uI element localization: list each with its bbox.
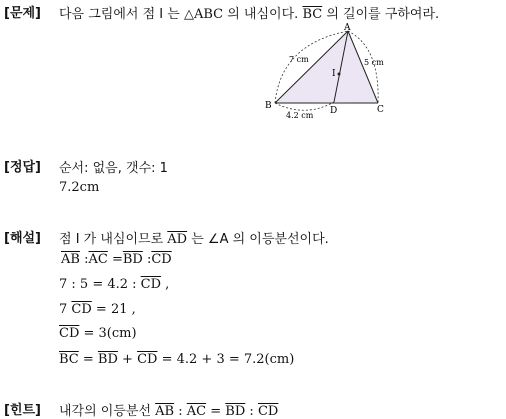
sol2-t1: : bbox=[79, 252, 89, 267]
sol2-s4: $\overline{CD}$ bbox=[151, 252, 172, 267]
problem-segment: $\overline{BC}$ bbox=[302, 7, 323, 22]
sol1-a: 점 I 가 내심이므로 bbox=[59, 232, 168, 247]
sol3-t1: 7 : 5 = 4.2 : bbox=[59, 277, 141, 292]
length-ac: 5 cm bbox=[364, 58, 384, 67]
solution-label: [해설] bbox=[4, 231, 41, 246]
sol6-t1: = bbox=[78, 352, 98, 367]
sol5-t1: = 3(cm) bbox=[79, 326, 137, 341]
answer-value: 7.2cm bbox=[59, 180, 100, 195]
hint-t4: : bbox=[245, 404, 258, 419]
sol5-s1: $\overline{CD}$ bbox=[59, 326, 80, 341]
problem-triangle: △ABC bbox=[183, 7, 224, 22]
sol1-b: 는 ∠A 의 이등분선이다. bbox=[187, 232, 329, 247]
sol6-t2: + bbox=[117, 352, 138, 367]
sol2-t2: = bbox=[107, 252, 123, 267]
answer-label: [정답] bbox=[4, 160, 41, 175]
solution-line-4 bbox=[59, 302, 136, 317]
triangle-figure bbox=[255, 22, 395, 122]
sol6-s2: $\overline{BD}$ bbox=[97, 352, 118, 367]
problem-text bbox=[59, 3, 439, 22]
sol1-seg: $\overline{AD}$ bbox=[167, 232, 188, 247]
sol6-s3: $\overline{CD}$ bbox=[137, 352, 158, 367]
problem-part2: 의 내심이다. bbox=[223, 7, 303, 22]
sol3-s1: $\overline{CD}$ bbox=[140, 277, 162, 292]
solution-line-1 bbox=[59, 228, 329, 247]
sol4-s1: $\overline{CD}$ bbox=[71, 302, 92, 317]
label-a: A bbox=[344, 23, 351, 33]
solution-line-5 bbox=[59, 326, 137, 341]
incenter-dot bbox=[338, 73, 341, 76]
sol2-t3: : bbox=[142, 252, 152, 267]
hint-s1: $\overline{AB}$ bbox=[155, 404, 175, 419]
problem-label: [문제] bbox=[4, 6, 41, 21]
hint-s3: $\overline{BD}$ bbox=[225, 404, 246, 419]
problem-part3: 의 길이를 구하여라. bbox=[322, 7, 440, 22]
label-d: D bbox=[330, 106, 338, 116]
problem-part1: 다음 그림에서 점 I 는 bbox=[59, 7, 184, 22]
length-bd: 4.2 cm bbox=[286, 111, 314, 120]
sol6-s1: $\overline{BC}$ bbox=[59, 352, 79, 367]
hint-t3: = bbox=[206, 404, 226, 419]
answer-meta: 순서: 없음, 갯수: 1 bbox=[59, 161, 168, 176]
hint-text bbox=[59, 400, 278, 419]
hint-t1: 내각의 이등분선 bbox=[59, 404, 156, 419]
hint-s2: $\overline{AC}$ bbox=[186, 404, 207, 419]
solution-line-6 bbox=[59, 352, 294, 367]
length-ab: 7 cm bbox=[289, 55, 309, 64]
sol4-t2: = 21 , bbox=[91, 302, 136, 317]
hint-label: [힌트] bbox=[4, 403, 41, 418]
sol4-t1: 7 bbox=[59, 302, 72, 317]
label-i: I bbox=[332, 69, 336, 79]
sol3-t2: , bbox=[161, 277, 170, 292]
sol6-t3: = 4.2 + 3 = 7.2(cm) bbox=[157, 352, 295, 367]
hint-s4: $\overline{CD}$ bbox=[257, 404, 279, 419]
hint-t2: : bbox=[174, 404, 187, 419]
sol2-s2: $\overline{AC}$ bbox=[88, 252, 108, 267]
sol2-s3: $\overline{BD}$ bbox=[122, 252, 143, 267]
sol2-s1: $\overline{AB}$ bbox=[61, 252, 80, 267]
solution-line-2 bbox=[61, 252, 172, 267]
label-b: B bbox=[265, 101, 272, 111]
solution-line-3 bbox=[59, 277, 169, 292]
label-c: C bbox=[377, 105, 384, 115]
